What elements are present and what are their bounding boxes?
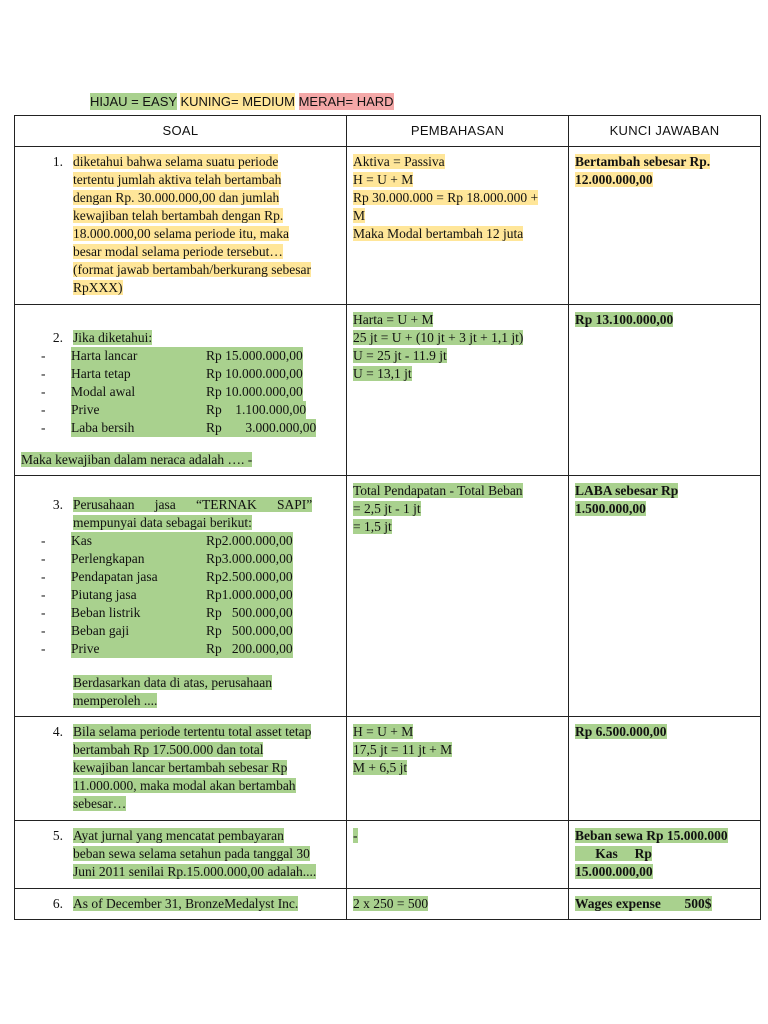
solution-cell: [347, 476, 569, 717]
question-text: [73, 895, 337, 913]
question-number: 3.: [52, 497, 63, 512]
solution-line: U = 25 jt - 11.9 jt: [353, 348, 447, 363]
question-line: 18.000.000,00 selama periode itu, maka: [73, 226, 289, 241]
answer-line: Beban sewa Rp 15.000.000: [575, 828, 728, 843]
header-kunci-jawaban: KUNCI JAWABAN: [569, 116, 761, 147]
question-cell: [15, 147, 347, 305]
question-text: [73, 827, 337, 881]
question-line: Juni 2011 senilai Rp.15.000.000,00 adalah....: [73, 864, 317, 879]
answer-line: Wages expense 500$: [575, 896, 712, 911]
answer-cell: [569, 305, 761, 476]
item-label: Prive: [71, 641, 100, 656]
table-row: [15, 821, 761, 889]
answer-key-table: [14, 115, 761, 920]
question-line: sebesar…: [73, 796, 127, 811]
data-list: [21, 532, 340, 658]
item-label: Prive: [71, 402, 100, 417]
table-header-row: [15, 116, 761, 147]
question-line: diketahui bahwa selama suatu periode: [73, 154, 279, 169]
item-label: Kas: [71, 533, 92, 548]
question-outro: Maka kewajiban dalam neraca adalah …. -: [21, 452, 253, 467]
list-item: - Harta tetap Rp 10.000.000,00: [41, 366, 303, 381]
item-value: Rp 1.100.000,00: [206, 402, 307, 417]
question-number: 5.: [52, 828, 63, 843]
list-item: - Laba bersih Rp 3.000.000,00: [41, 420, 317, 435]
question-cell: [15, 476, 347, 717]
solution-line: Harta = U + M: [353, 312, 434, 327]
solution-cell: [347, 147, 569, 305]
question-line: (format jawab bertambah/berkurang sebesar: [73, 262, 312, 277]
question-cell: [15, 717, 347, 821]
question-line: 11.000.000, maka modal akan bertambah: [73, 778, 296, 793]
item-value: Rp2.500.000,00: [206, 569, 293, 584]
solution-line: M + 6,5 jt: [353, 760, 408, 775]
question-line: As of December 31, BronzeMedalyst Inc.: [73, 896, 299, 911]
solution-line: = 2,5 jt - 1 jt: [353, 501, 421, 516]
question-text: [73, 153, 337, 297]
answer-line: Bertambah sebesar Rp.: [575, 154, 711, 169]
legend-hard: MERAH= HARD: [298, 94, 394, 109]
item-label: Perlengkapan: [71, 551, 145, 566]
item-label: Beban gaji: [71, 623, 130, 638]
list-item: - Kas Rp2.000.000,00: [41, 533, 293, 548]
answer-line: Rp 13.100.000,00: [575, 312, 674, 327]
question-outro: Berdasarkan data di atas, perusahaan: [73, 675, 273, 690]
question-line: Perusahaan jasa “TERNAK SAPI”: [73, 497, 313, 512]
item-label: Harta tetap: [71, 366, 131, 381]
list-item: - Beban listrik Rp 500.000,00: [41, 605, 293, 620]
item-value: Rp 500.000,00: [206, 623, 293, 638]
question-outro: memperoleh ....: [73, 693, 158, 708]
table-row: [15, 305, 761, 476]
answer-line: Rp 6.500.000,00: [575, 724, 667, 739]
item-value: Rp 200.000,00: [206, 641, 293, 656]
question-text: [73, 496, 337, 532]
solution-line: -: [353, 828, 358, 843]
legend-medium: KUNING= MEDIUM: [180, 94, 295, 109]
answer-cell: [569, 717, 761, 821]
question-number: 2.: [52, 330, 63, 345]
table-row: [15, 889, 761, 920]
solution-cell: [347, 717, 569, 821]
item-value: Rp 10.000.000,00: [206, 366, 303, 381]
list-item: - Beban gaji Rp 500.000,00: [41, 623, 293, 638]
answer-cell: [569, 821, 761, 889]
solution-line: H = U + M: [353, 724, 414, 739]
table-row: [15, 147, 761, 305]
answer-line: 15.000.000,00: [575, 864, 653, 879]
answer-cell: [569, 476, 761, 717]
solution-cell: [347, 305, 569, 476]
question-cell: [15, 305, 347, 476]
question-number: 4.: [52, 724, 63, 739]
item-label: Laba bersih: [71, 420, 135, 435]
question-line: RpXXX): [73, 280, 123, 295]
solution-line: H = U + M: [353, 172, 414, 187]
header-pembahasan: PEMBAHASAN: [347, 116, 569, 147]
solution-line: 2 x 250 = 500: [353, 896, 429, 911]
item-value: Rp 15.000.000,00: [206, 348, 303, 363]
solution-line: 25 jt = U + (10 jt + 3 jt + 1,1 jt): [353, 330, 524, 345]
answer-cell: [569, 889, 761, 920]
item-label: Pendapatan jasa: [71, 569, 158, 584]
question-line: kewajiban lancar bertambah sebesar Rp: [73, 760, 288, 775]
item-label: Beban listrik: [71, 605, 141, 620]
question-line: Bila selama periode tertentu total asset tetap: [73, 724, 312, 739]
question-line: Ayat jurnal yang mencatat pembayaran: [73, 828, 284, 843]
answer-line: LABA sebesar Rp: [575, 483, 679, 498]
list-item: - Modal awal Rp 10.000.000,00: [41, 384, 303, 399]
legend-easy: HIJAU = EASY: [90, 94, 177, 109]
list-item: - Prive Rp 200.000,00: [41, 641, 293, 656]
question-cell: [15, 889, 347, 920]
solution-line: Aktiva = Passiva: [353, 154, 445, 169]
question-line: bertambah Rp 17.500.000 dan total: [73, 742, 264, 757]
question-cell: [15, 821, 347, 889]
question-line: mempunyai data sebagai berikut:: [73, 515, 252, 530]
question-line: beban sewa selama setahun pada tanggal 30: [73, 846, 310, 861]
question-line: tertentu jumlah aktiva telah bertambah: [73, 172, 282, 187]
list-item: - Prive Rp 1.100.000,00: [41, 402, 307, 417]
answer-line: 12.000.000,00: [575, 172, 653, 187]
solution-cell: [347, 889, 569, 920]
answer-line: Kas Rp: [575, 846, 652, 861]
solution-line: Rp 30.000.000 = Rp 18.000.000 +: [353, 190, 539, 205]
table-row: [15, 717, 761, 821]
item-value: Rp2.000.000,00: [206, 533, 293, 548]
list-item: - Pendapatan jasa Rp2.500.000,00: [41, 569, 293, 584]
question-line: besar modal selama periode tersebut…: [73, 244, 283, 259]
answer-cell: [569, 147, 761, 305]
data-list: [21, 347, 340, 437]
item-value: Rp1.000.000,00: [206, 587, 293, 602]
question-text: [73, 723, 337, 813]
list-item: - Harta lancar Rp 15.000.000,00: [41, 348, 303, 363]
header-soal: SOAL: [15, 116, 347, 147]
solution-line: M: [353, 208, 366, 223]
list-item: - Perlengkapan Rp3.000.000,00: [41, 551, 293, 566]
item-label: Harta lancar: [71, 348, 138, 363]
item-label: Piutang jasa: [71, 587, 137, 602]
question-number: 6.: [52, 896, 63, 911]
list-item: - Piutang jasa Rp1.000.000,00: [41, 587, 293, 602]
item-value: Rp 10.000.000,00: [206, 384, 303, 399]
difficulty-legend: [90, 93, 394, 111]
question-line: dengan Rp. 30.000.000,00 dan jumlah: [73, 190, 280, 205]
question-text: [73, 329, 337, 347]
answer-line: 1.500.000,00: [575, 501, 646, 516]
item-value: Rp3.000.000,00: [206, 551, 293, 566]
item-value: Rp 500.000,00: [206, 605, 293, 620]
solution-line: Total Pendapatan - Total Beban: [353, 483, 523, 498]
table-row: [15, 476, 761, 717]
solution-cell: [347, 821, 569, 889]
question-number: 1.: [52, 154, 63, 169]
question-intro: Jika diketahui:: [73, 330, 153, 345]
solution-line: U = 13,1 jt: [353, 366, 412, 381]
question-line: kewajiban telah bertambah dengan Rp.: [73, 208, 284, 223]
solution-line: = 1,5 jt: [353, 519, 392, 534]
solution-line: 17,5 jt = 11 jt + M: [353, 742, 453, 757]
item-value: Rp 3.000.000,00: [206, 420, 317, 435]
solution-line: Maka Modal bertambah 12 juta: [353, 226, 524, 241]
item-label: Modal awal: [71, 384, 136, 399]
